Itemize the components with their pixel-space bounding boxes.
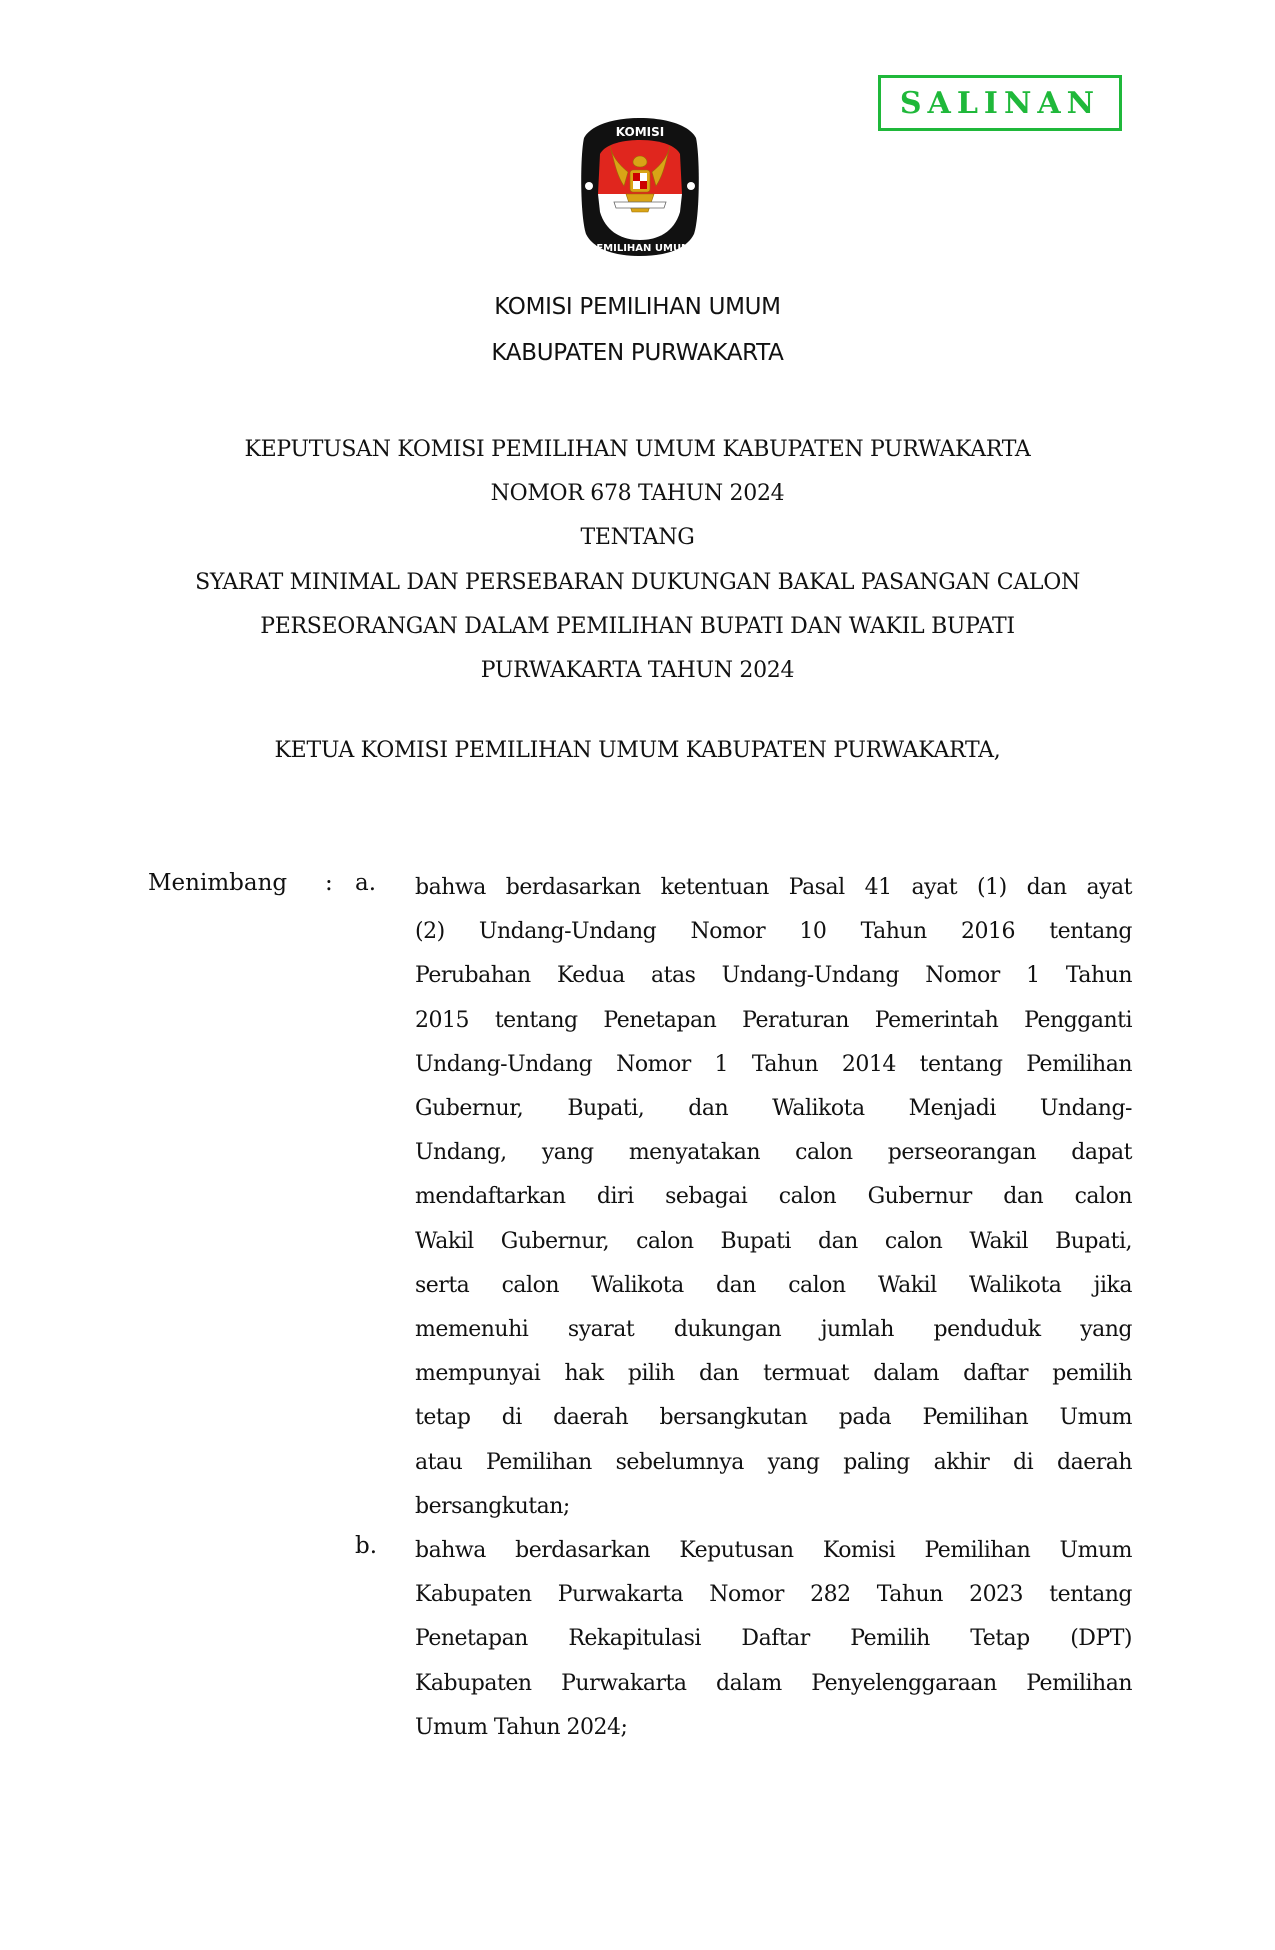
body-line: serta calon Walikota dan calon Wakil Walikota jika (415, 1272, 1132, 1298)
body-line: bersangkutan; (415, 1493, 570, 1519)
body-line: memenuhi syarat dukungan jumlah penduduk yang (415, 1317, 1132, 1343)
body-line: 2015 tentang Penetapan Peraturan Pemerintah Pengganti (415, 1007, 1133, 1033)
body-line: mempunyai hak pilih dan termuat dalam daftar pemilih (415, 1361, 1132, 1387)
body-line: Undang-Undang Nomor 1 Tahun 2014 tentang Pemilihan (415, 1051, 1133, 1077)
body-line: mendaftarkan diri sebagai calon Gubernur dan calon (415, 1184, 1132, 1210)
item-body-b (415, 1529, 1132, 1750)
body-line: Kabupaten Purwakarta Nomor 282 Tahun 2023 tentang (415, 1582, 1132, 1608)
ketua-heading: KETUA KOMISI PEMILIHAN UMUM KABUPATEN PURWAKARTA, (274, 738, 1001, 763)
item-letter-a: a. (355, 870, 377, 896)
stamp-text: SALINAN (899, 85, 1101, 121)
body-line: Perubahan Kedua atas Undang-Undang Nomor 1 Tahun (415, 963, 1132, 989)
menimbang-colon: : (325, 870, 333, 896)
title-line: KEPUTUSAN KOMISI PEMILIHAN UMUM KABUPATEN PURWAKARTA (244, 437, 1031, 462)
org-name-line2: KABUPATEN PURWAKARTA (491, 340, 784, 366)
emblem-top-text: KOMISI (615, 125, 665, 139)
body-line: bahwa berdasarkan Keputusan Komisi Pemilihan Umum (415, 1538, 1132, 1563)
title-line: NOMOR 678 TAHUN 2024 (490, 481, 785, 507)
body-line: Undang, yang menyatakan calon perseorangan dapat (415, 1140, 1133, 1166)
body-line: Wakil Gubernur, calon Bupati dan calon Wakil Bupati, (415, 1228, 1132, 1254)
salinan-stamp (878, 75, 1122, 131)
item-letter-b: b. (355, 1533, 378, 1559)
title-line: PERSEORANGAN DALAM PEMILIHAN BUPATI DAN WAKIL BUPATI (260, 613, 1015, 639)
body-line: tetap di daerah bersangkutan pada Pemilihan Umum (415, 1405, 1132, 1431)
body-line: Penetapan Rekapitulasi Daftar Pemilih Tetap (DPT) (415, 1626, 1133, 1652)
org-name-line1: KOMISI PEMILIHAN UMUM (494, 294, 781, 320)
kpu-garuda-emblem-icon (578, 116, 702, 258)
title-line: PURWAKARTA TAHUN 2024 (480, 658, 795, 684)
body-line: Umum Tahun 2024; (415, 1714, 628, 1740)
emblem-bottom-text: PEMILIHAN UMUM (588, 243, 692, 254)
menimbang-label: Menimbang (148, 870, 288, 896)
body-line: Kabupaten Purwakarta dalam Penyelenggaraan Pemilihan (415, 1670, 1132, 1696)
title-line: TENTANG (580, 525, 695, 551)
body-line: Gubernur, Bupati, dan Walikota Menjadi Undang- (415, 1096, 1132, 1122)
body-line: (2) Undang-Undang Nomor 10 Tahun 2016 tentang (415, 919, 1132, 945)
decree-title (0, 428, 1275, 693)
body-line: atau Pemilihan sebelumnya yang paling akhir di daerah (415, 1449, 1133, 1475)
item-body-a (415, 866, 1132, 1529)
title-line: SYARAT MINIMAL DAN PERSEBARAN DUKUNGAN BAKAL PASANGAN CALON (195, 569, 1080, 595)
body-line: bahwa berdasarkan ketentuan Pasal 41 ayat (1) dan ayat (415, 875, 1132, 900)
